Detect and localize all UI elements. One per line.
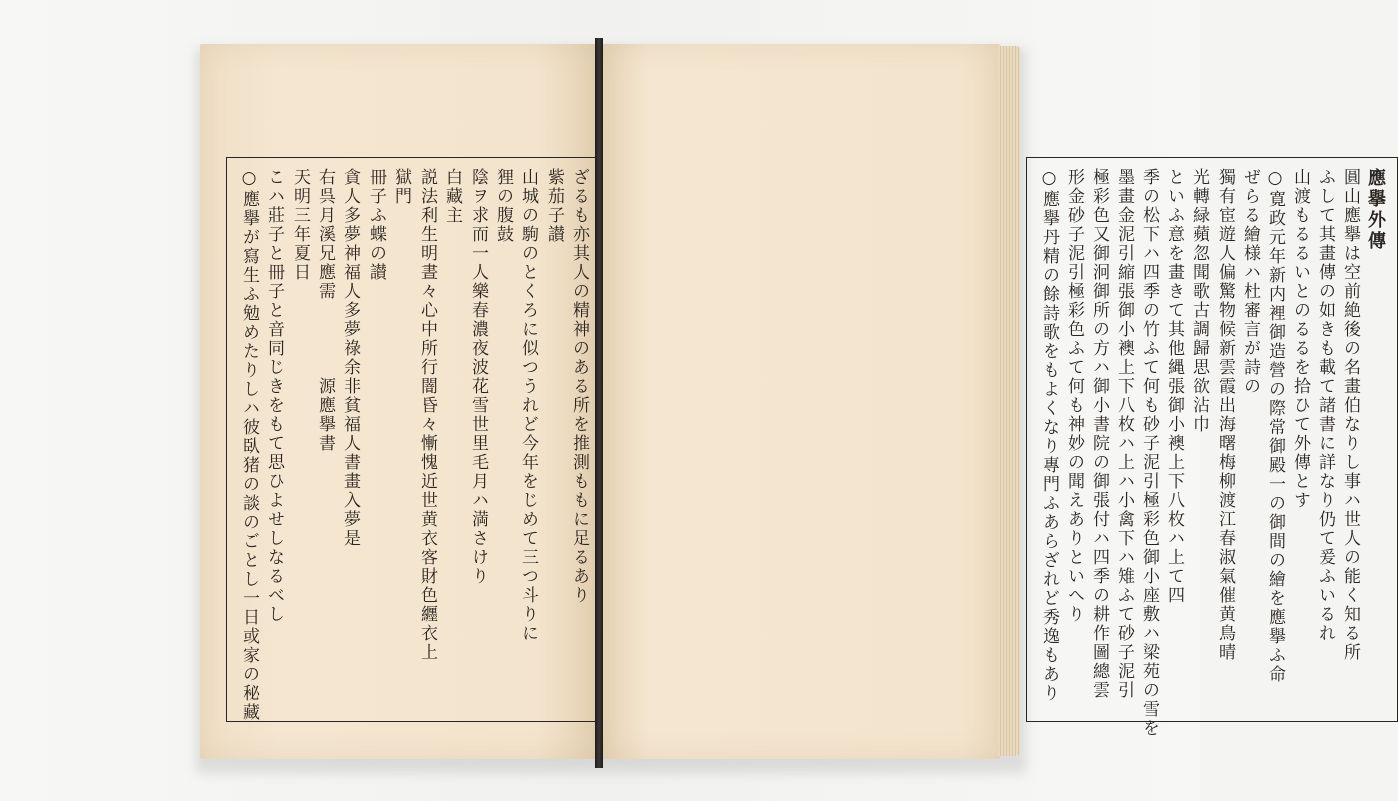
left-page — [200, 44, 595, 759]
right-text-column: 山渡もるるいとのるるを拾ひて外傳とす — [1290, 168, 1310, 510]
left-text-column: ざるも亦其人の精神のある所を推測ももに足るあり — [569, 168, 589, 605]
right-text-column: といふ意を畫きて其他縄張御小襖上下八枚ハ上て四 — [1164, 168, 1184, 605]
left-text-column: 白藏主 — [442, 168, 462, 225]
left-text-frame — [226, 157, 602, 722]
right-text-column: ○寛政元年新内裡御造營の際常御殿一の御間の繪を應擧ふ命 — [1265, 168, 1285, 684]
left-text-column: 狸の腹鼓 — [493, 168, 513, 244]
left-text-column: 説法利生明晝々心中所行闇昏々慚愧近世黄衣客財色纒衣上 — [417, 168, 437, 662]
right-text-column: 極彩色又御泂御所の方ハ御小書院の御張付ハ四季の耕作圖總雲 — [1089, 168, 1109, 700]
right-text-column: 季の松下ハ四季の竹ふて何も砂子泥引極彩色御小座敷ハ梁苑の雪を — [1139, 168, 1159, 738]
right-text-column: 應擧外傳 — [1365, 168, 1386, 252]
right-text-column: 獨有宦遊人偏驚物候新雲霞出海曙梅柳渡江春淑氣催黄鳥晴 — [1215, 168, 1235, 662]
right-text-frame — [1026, 157, 1398, 738]
open-book — [190, 38, 1386, 768]
left-text-column: こハ莊子と冊子と音同じきをもて思ひよせしなるべし — [264, 168, 284, 624]
left-text-column: 獄門 — [391, 168, 411, 206]
right-text-column: 形金砂子泥引極彩色ふて何も神妙の聞えありといへり — [1064, 168, 1084, 624]
left-text-column: 天明三年夏日 — [290, 168, 310, 282]
right-text-column: 墨畫金泥引縮張御小襖上下八枚ハ上ハ小禽下ハ雉ふて砂子泥引 — [1114, 168, 1134, 700]
left-text-column: 右呉月溪兄應需 源應擧書 — [315, 168, 335, 453]
book-spine — [595, 38, 603, 768]
right-text-column: ○應擧丹精の餘詩歌をもよくなり專門ふあらざれど秀逸もあり — [1039, 168, 1059, 703]
left-text-column: 貪人多夢神福人多夢祿余非貧福人書畫入夢是 — [340, 168, 360, 548]
right-text-column: 圓山應擧は空前絶後の名畫伯なりし事ハ世人の能く知る所 — [1340, 168, 1360, 662]
right-text-column: ぜらる繪様ハ杜審言が詩の — [1240, 168, 1260, 396]
left-text-column: 陰ヲ求而一人樂春濃夜波花雪世里毛月ハ満さけり — [468, 168, 488, 586]
right-text-column: 光轉緑蘋忽聞歌古調歸思欲沾巾 — [1189, 168, 1209, 434]
left-text-column: 紫茄子讃 — [544, 168, 564, 244]
right-page — [602, 44, 1386, 759]
right-text-column: ふして其畫傳の如きも載て諸書に詳なり仍て爰ふいるれ — [1315, 168, 1335, 643]
left-text-column: ○應擧が寫生ふ勉めたりしハ彼臥猪の談のごとし一日或家の秘藏 — [239, 168, 259, 722]
page-edges — [998, 46, 1020, 756]
left-text-column: 山城の駒のとくろに似つうれど今年をじめて三つ斗りに — [518, 168, 538, 643]
left-text-column: 冊子ふ蝶の讃 — [366, 168, 386, 282]
